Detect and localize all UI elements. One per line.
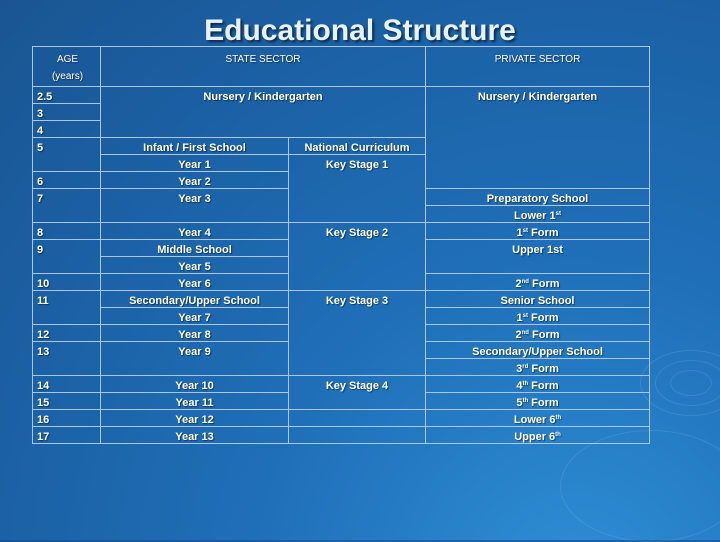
age-header-unit: (years) (51, 71, 84, 82)
private-cell (426, 376, 650, 393)
education-structure-table (32, 46, 650, 444)
age-cell: 8 (33, 223, 101, 240)
private-cell (426, 206, 650, 223)
age-cell: 3 (33, 104, 101, 121)
age-cell: 6 (33, 172, 101, 189)
private-cell (426, 308, 650, 325)
age-cell: 4 (33, 121, 101, 138)
year-cell: Year 5 (101, 257, 289, 274)
table-row (33, 291, 650, 308)
ordinal-suffix: nd (521, 330, 529, 336)
private-cell: Upper 1st (426, 240, 650, 274)
private-text-suffix: Form (528, 380, 559, 392)
year-cell: Year 13 (101, 427, 289, 444)
private-text: 5 (516, 397, 523, 409)
stage-cell (289, 427, 426, 444)
private-cell (426, 274, 650, 291)
private-cell: Preparatory School (426, 189, 650, 206)
year-cell: Year 6 (101, 274, 289, 291)
ordinal-suffix: st (522, 228, 528, 234)
private-text: Lower 1 (514, 210, 556, 222)
year-cell: Year 1 (101, 155, 289, 172)
year-cell: Year 4 (101, 223, 289, 240)
age-cell: 17 (33, 427, 101, 444)
year-cell: Year 3 (101, 189, 289, 223)
private-text: Lower 6 (513, 414, 556, 426)
age-cell: 2.5 (33, 87, 101, 104)
ripple-decoration (560, 430, 720, 542)
private-cell: Senior School (426, 291, 650, 308)
age-cell: 15 (33, 393, 101, 410)
stage-cell: Key Stage 3 (289, 291, 426, 376)
private-text-suffix: Form (528, 329, 560, 341)
private-text-suffix: Form (528, 363, 559, 375)
year-cell: Year 11 (101, 393, 289, 410)
year-cell: Year 10 (101, 376, 289, 393)
year-cell: Year 9 (101, 342, 289, 376)
ordinal-suffix: th (555, 415, 562, 421)
stage-cell: Key Stage 2 (289, 223, 426, 291)
age-cell: 9 (33, 240, 101, 274)
private-cell (426, 325, 650, 342)
private-text: 4 (516, 380, 523, 392)
ordinal-suffix: th (555, 432, 561, 438)
private-sector-header: PRIVATE SECTOR (426, 47, 650, 87)
age-cell: 13 (33, 342, 101, 376)
year-cell: Year 8 (101, 325, 289, 342)
private-text: 3 (516, 363, 523, 375)
age-header (33, 47, 101, 87)
year-cell: Secondary/Upper School (101, 291, 289, 308)
private-cell (426, 359, 650, 376)
table-row (33, 376, 650, 393)
table-row (33, 87, 650, 104)
header-row (33, 47, 650, 87)
ordinal-suffix: st (555, 211, 561, 217)
state-sector-header: STATE SECTOR (101, 47, 426, 87)
ordinal-suffix: th (522, 398, 529, 404)
ordinal-suffix: th (522, 381, 529, 387)
private-cell: Secondary/Upper School (426, 342, 650, 359)
private-text: 2 (515, 278, 522, 290)
private-text-suffix: Form (527, 227, 559, 239)
age-cell: 16 (33, 410, 101, 427)
private-text: 1 (516, 227, 523, 239)
stage-cell: Key Stage 4 (289, 376, 426, 410)
stage-cell: Key Stage 1 (289, 155, 426, 223)
private-text: Upper 6 (514, 431, 556, 443)
ripple-decoration (640, 350, 720, 416)
state-cell: Nursery / Kindergarten (101, 87, 426, 138)
ordinal-suffix: nd (521, 279, 529, 285)
private-cell (426, 223, 650, 240)
age-cell: 5 (33, 138, 101, 172)
year-cell: Middle School (101, 240, 289, 257)
age-cell: 12 (33, 325, 101, 342)
age-cell: 14 (33, 376, 101, 393)
ordinal-suffix: st (522, 313, 528, 319)
private-cell (426, 427, 650, 444)
year-cell: Year 12 (101, 410, 289, 427)
age-cell: 7 (33, 189, 101, 223)
page-title: Educational Structure (204, 14, 516, 47)
private-text: 1 (516, 312, 523, 324)
year-cell: Infant / First School (101, 138, 289, 155)
table-row (33, 410, 650, 427)
year-cell: Year 2 (101, 172, 289, 189)
private-cell: Nursery / Kindergarten (426, 87, 650, 189)
private-cell (426, 393, 650, 410)
table-row (33, 223, 650, 240)
private-cell (426, 410, 650, 427)
stage-cell (289, 410, 426, 427)
age-cell: 10 (33, 274, 101, 291)
ordinal-suffix: rd (522, 364, 529, 370)
private-text-suffix: Form (527, 312, 559, 324)
age-header-label: AGE (56, 54, 79, 65)
year-cell: Year 7 (101, 308, 289, 325)
private-text: 2 (515, 329, 522, 341)
stage-cell: National Curriculum (289, 138, 426, 155)
private-text-suffix: Form (528, 397, 559, 409)
private-text-suffix: Form (528, 278, 560, 290)
table-row (33, 427, 650, 444)
age-cell: 11 (33, 291, 101, 325)
